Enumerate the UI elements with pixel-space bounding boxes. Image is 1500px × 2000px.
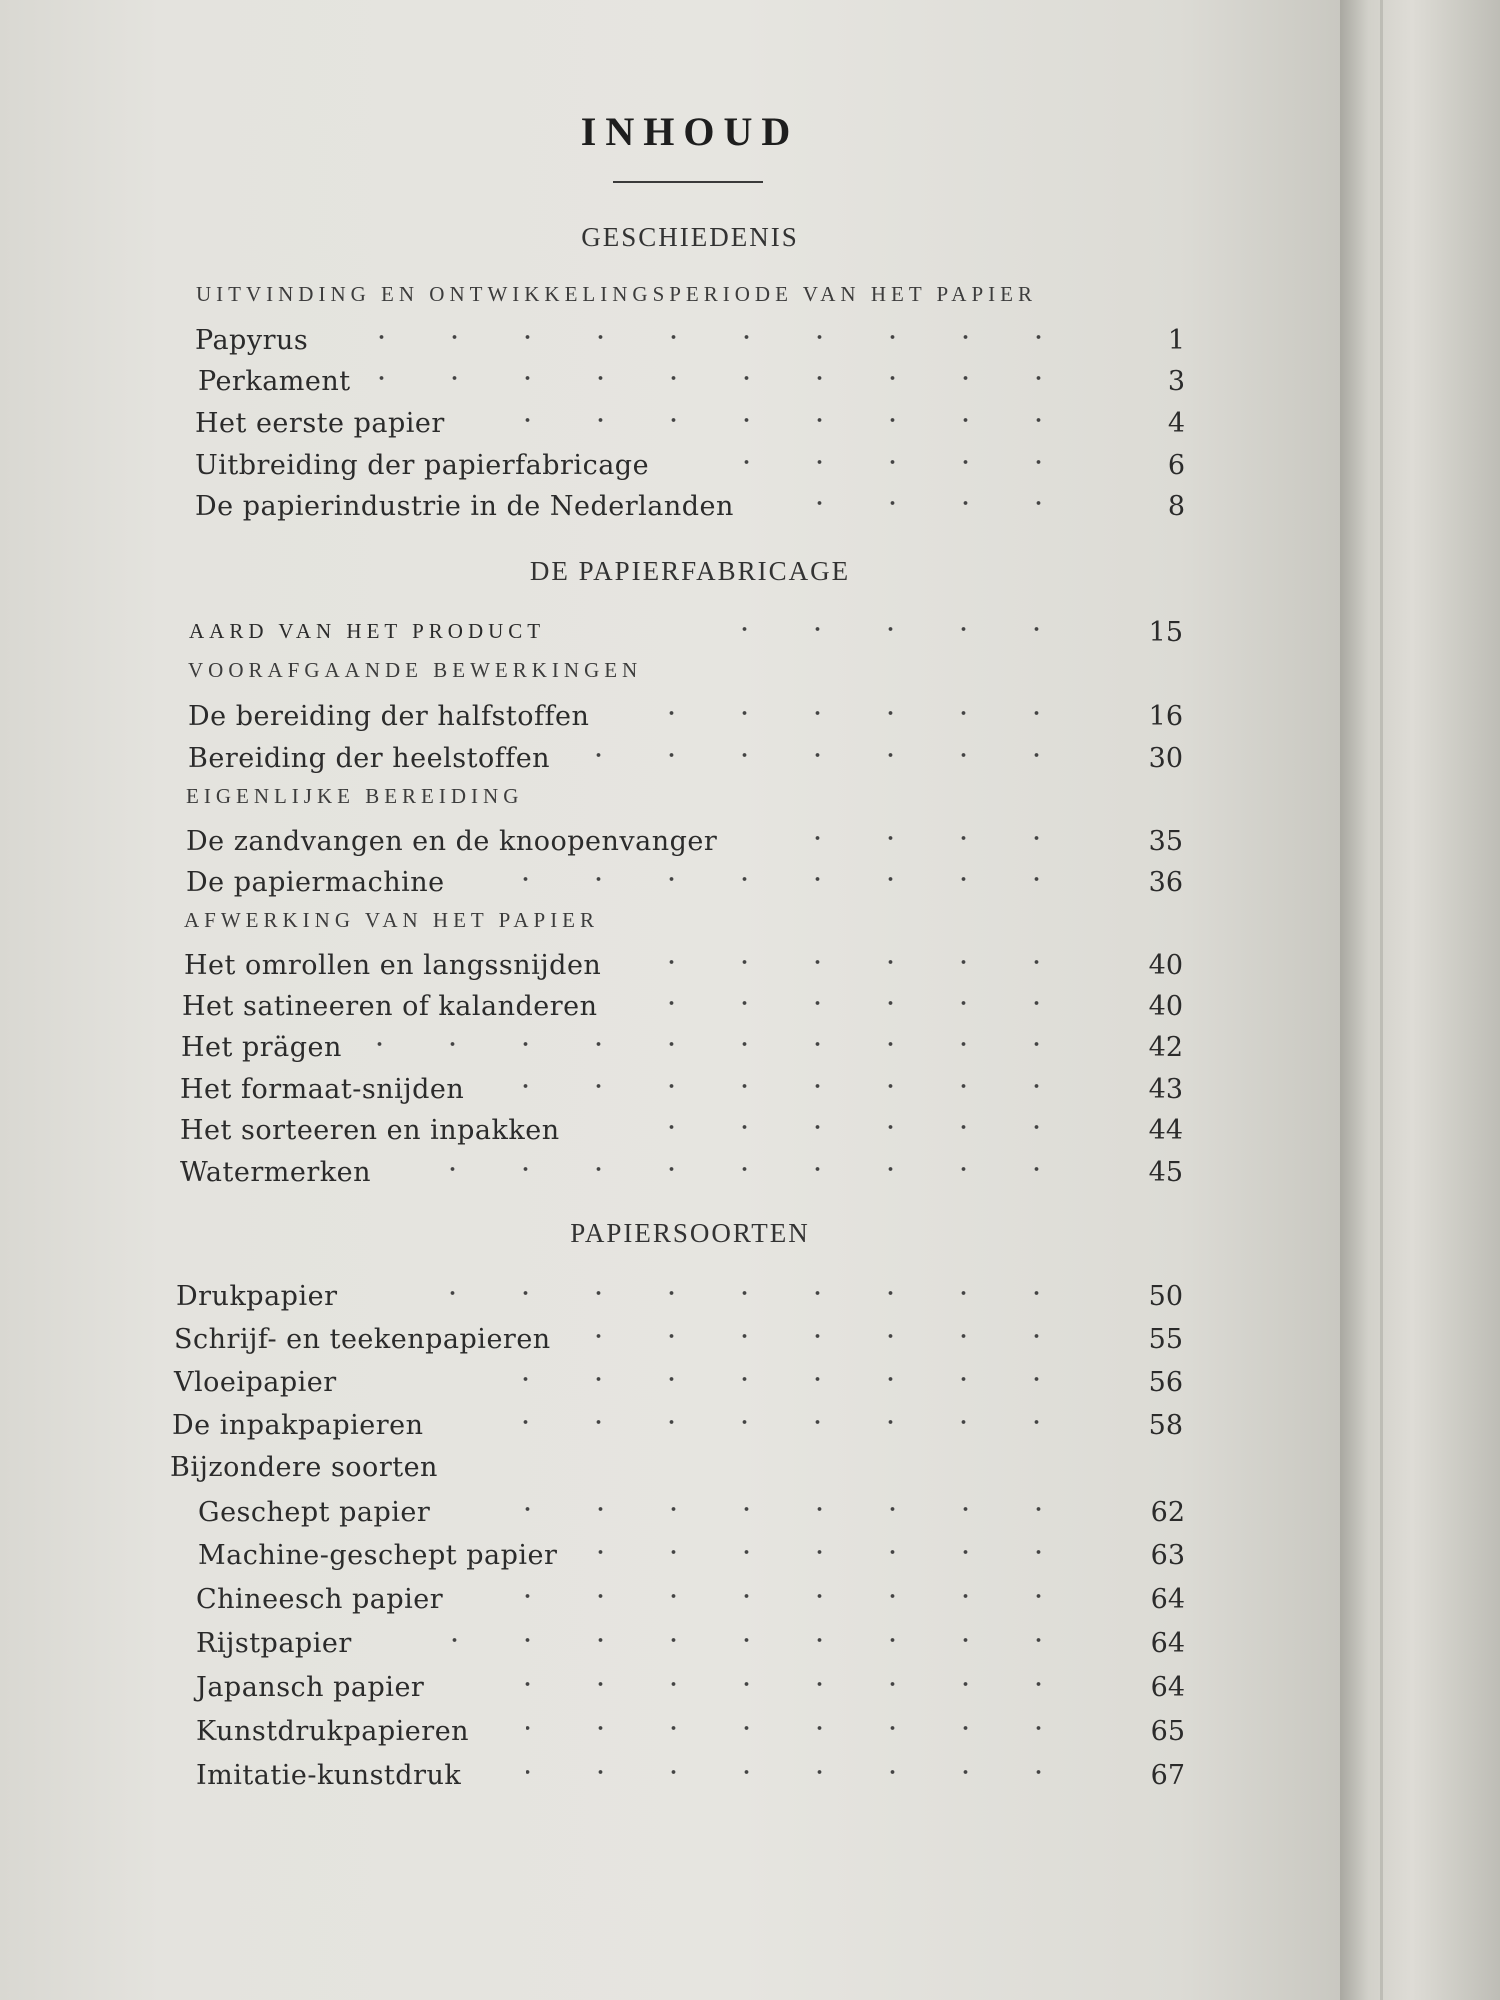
leader-dots <box>620 1112 1073 1142</box>
toc-entry-label: Watermerken <box>180 1157 371 1188</box>
toc-entry-page: 67 <box>1150 1760 1185 1791</box>
toc-entry <box>195 486 1185 522</box>
toc-entry-label: Schrijf- en teekenpapieren <box>174 1324 551 1355</box>
toc-entry-page: 1 <box>1167 325 1185 356</box>
toc-entry-label: Het omrollen en langssnijden <box>184 950 602 981</box>
toc-entry <box>198 1492 1185 1528</box>
toc-entry-page: 45 <box>1148 1157 1183 1188</box>
leader-dots <box>526 1757 1075 1787</box>
toc-entry-page: 42 <box>1148 1032 1183 1063</box>
toc-entry-label: Papyrus <box>195 325 309 356</box>
subheading: VOORAFGAANDE BEWERKINGEN <box>188 658 643 682</box>
leader-dots <box>476 1581 1075 1611</box>
leader-dots <box>578 740 1073 770</box>
toc-entry <box>196 1623 1185 1659</box>
toc-entry <box>186 862 1183 898</box>
leader-dots <box>378 363 1075 393</box>
toc-entry-label: Chineesch papier <box>196 1584 444 1615</box>
toc-entry-page: 56 <box>1148 1367 1183 1398</box>
book-spine <box>1340 0 1500 2000</box>
toc-entry-label: De papierindustrie in de Nederlanden <box>195 491 734 522</box>
toc-entry <box>170 1447 1183 1483</box>
toc-entry-page: 65 <box>1150 1716 1185 1747</box>
toc-entry-label: Perkament <box>198 366 351 397</box>
toc-entry-page: 3 <box>1167 366 1185 397</box>
subheading: UITVINDING EN ONTWIKKELINGSPERIODE VAN HET PAPIER <box>196 282 1037 306</box>
toc-entry <box>182 986 1183 1022</box>
leader-dots <box>465 405 1075 435</box>
leader-dots <box>598 1537 1075 1567</box>
title-rule <box>613 181 763 183</box>
leader-dots <box>685 447 1075 477</box>
leader-dots <box>345 322 1075 352</box>
leader-dots <box>406 1278 1073 1308</box>
toc-entry-label: Vloeipapier <box>174 1367 337 1398</box>
toc-entry <box>188 738 1183 774</box>
subheading: EIGENLIJKE BEREIDING <box>186 784 524 808</box>
toc-entry-page: 55 <box>1148 1324 1183 1355</box>
toc-entry-label: Geschept papier <box>198 1497 431 1528</box>
toc-entry <box>196 1755 1185 1791</box>
toc-entry <box>196 1711 1185 1747</box>
toc-entry-page: 40 <box>1148 950 1183 981</box>
toc-entry <box>174 1319 1183 1355</box>
toc-entry-page: 35 <box>1148 826 1183 857</box>
leader-dots <box>474 1364 1073 1394</box>
toc-entry-label: AARD VAN HET PRODUCT <box>189 619 546 643</box>
toc-entry <box>176 1276 1183 1312</box>
toc-entry-label: Kunstdrukpapieren <box>196 1716 470 1747</box>
leader-dots <box>361 1029 1073 1059</box>
toc-entry-page: 6 <box>1167 450 1185 481</box>
toc-entry-label: Het sorteeren en inpakken <box>180 1115 560 1146</box>
toc-entry-page: 8 <box>1167 491 1185 522</box>
toc-entry <box>181 1027 1183 1063</box>
toc-entry-page: 40 <box>1148 991 1183 1022</box>
toc-entry-label: De bereiding der halfstoffen <box>188 701 590 732</box>
toc-entry-page: 30 <box>1148 743 1183 774</box>
toc-entry-page: 44 <box>1148 1115 1183 1146</box>
section-heading: GESCHIEDENIS <box>581 222 799 252</box>
leader-dots <box>526 1713 1075 1743</box>
toc-entry-page: 64 <box>1150 1628 1185 1659</box>
toc-entry-label: Het formaat-snijden <box>180 1074 465 1105</box>
toc-entry-label: Het eerste papier <box>195 408 445 439</box>
toc-entry-page: 62 <box>1150 1497 1185 1528</box>
toc-entry-page: 64 <box>1150 1672 1185 1703</box>
leader-dots <box>466 1669 1075 1699</box>
leader-dots <box>624 947 1073 977</box>
toc-entry-page: 63 <box>1150 1540 1185 1571</box>
toc-entry-label: Bijzondere soorten <box>170 1452 438 1483</box>
toc-entry-label: Rijstpapier <box>196 1628 352 1659</box>
leader-dots <box>689 614 1073 644</box>
toc-entry-label: Het satineeren of kalanderen <box>182 991 598 1022</box>
leader-dots <box>458 1494 1075 1524</box>
leader-dots <box>396 1625 1075 1655</box>
toc-entry-page: 64 <box>1150 1584 1185 1615</box>
toc-entry-label: De inpakpapieren <box>172 1410 424 1441</box>
toc-entry <box>198 361 1185 397</box>
toc-entry <box>196 1667 1185 1703</box>
toc-entry <box>195 445 1185 481</box>
toc-entry-page: 36 <box>1148 867 1183 898</box>
toc-entry <box>174 1362 1183 1398</box>
toc-entry <box>180 1069 1183 1105</box>
toc-entry <box>184 945 1183 981</box>
toc-entry-label: De papiermachine <box>186 867 445 898</box>
leader-dots <box>622 988 1073 1018</box>
toc-entry-label: Machine-geschept papier <box>198 1540 558 1571</box>
toc-entry-label: Uitbreiding der papierfabricage <box>195 450 650 481</box>
toc-entry <box>196 1579 1185 1615</box>
toc-entry-label: Bereiding der heelstoffen <box>188 743 551 774</box>
toc-entry <box>189 612 1183 648</box>
toc-entry-label: Imitatie-kunstdruk <box>196 1760 462 1791</box>
leader-dots <box>400 1154 1073 1184</box>
toc-entry <box>188 696 1183 732</box>
subheading: AFWERKING VAN HET PAPIER <box>184 908 600 932</box>
leader-dots <box>472 1407 1073 1437</box>
toc-entry-label: Het prägen <box>181 1032 342 1063</box>
leader-dots <box>618 698 1073 728</box>
toc-entry-page: 50 <box>1148 1281 1183 1312</box>
toc-entry <box>198 1535 1185 1571</box>
section-heading: PAPIERSOORTEN <box>570 1218 810 1248</box>
leader-dots <box>594 1321 1073 1351</box>
toc-entry <box>195 403 1185 439</box>
section-heading: DE PAPIERFABRICAGE <box>529 556 851 586</box>
toc-entry-label: Japansch papier <box>196 1672 425 1703</box>
toc-entry <box>195 320 1185 356</box>
leader-dots <box>486 864 1073 894</box>
toc-entry-page: 43 <box>1148 1074 1183 1105</box>
toc-entry-page: 15 <box>1148 617 1183 648</box>
toc-entry-page: 58 <box>1148 1410 1183 1441</box>
toc-entry-label: De zandvangen en de knoopenvanger <box>186 826 718 857</box>
toc-entry <box>186 821 1183 857</box>
toc-entry-page: 4 <box>1167 408 1185 439</box>
page-title: INHOUD <box>580 109 800 154</box>
toc-entry-label: Drukpapier <box>176 1281 338 1312</box>
toc-entry <box>180 1110 1183 1146</box>
toc-entry <box>180 1152 1183 1188</box>
toc-entry-page: 16 <box>1148 701 1183 732</box>
toc-entry <box>172 1405 1183 1441</box>
leader-dots <box>765 488 1075 518</box>
spine-fold <box>1380 0 1383 2000</box>
leader-dots <box>510 1071 1073 1101</box>
leader-dots <box>776 823 1073 853</box>
